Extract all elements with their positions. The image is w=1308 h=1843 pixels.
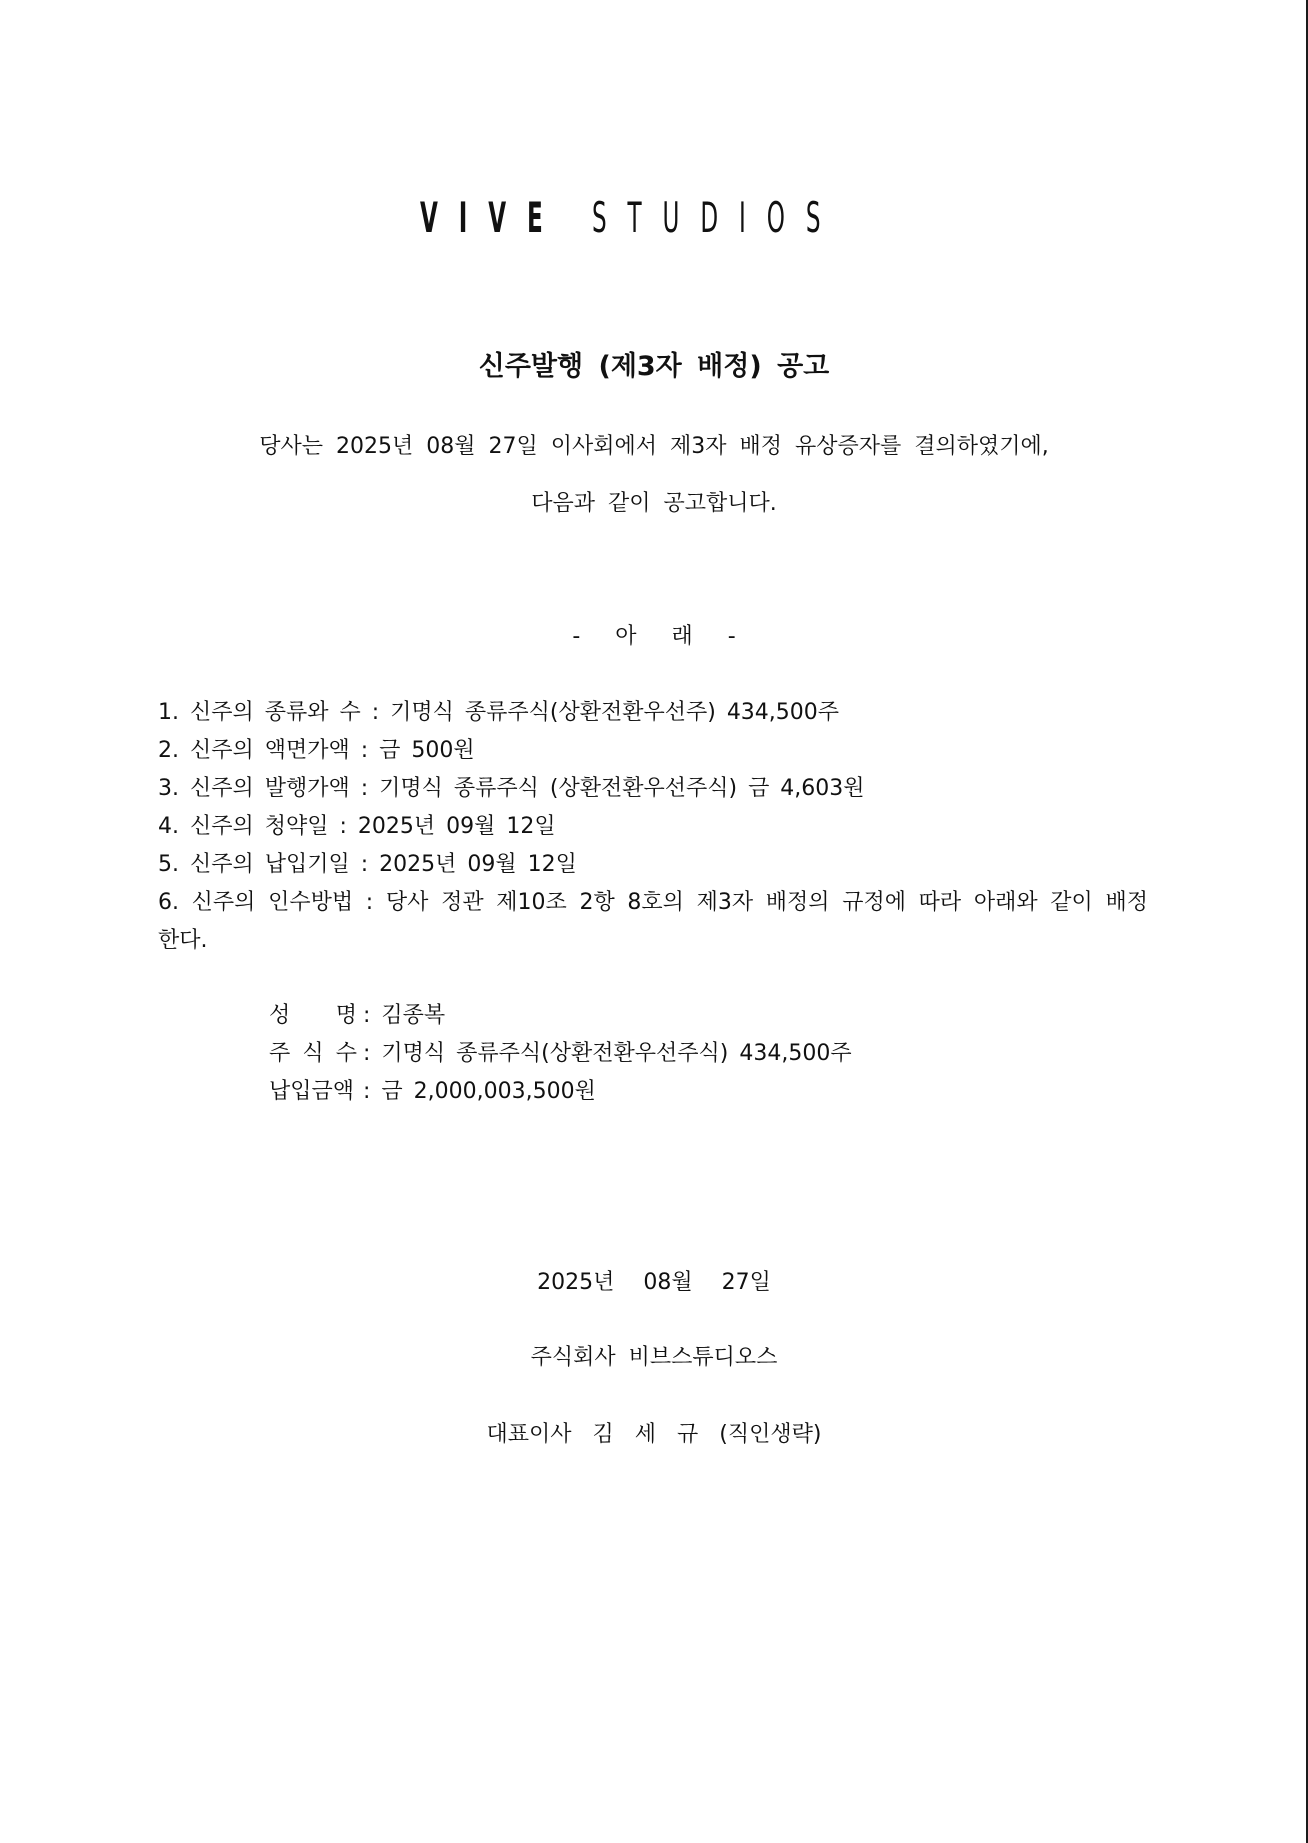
footer-representative: 대표이사 김 세 규 (직인생략) — [486, 1422, 822, 1447]
logo-word-studios: STUDIOS — [591, 193, 842, 242]
list-item: 5. 신주의 납입기일 : 2025년 09월 12일 — [158, 852, 577, 877]
list-item: 1. 신주의 종류와 수 : 기명식 종류주식(상환전환우선주) 434,500주 — [158, 700, 840, 725]
allocation-label-payment: 납입금액 — [269, 1079, 355, 1104]
notice-title: 신주발행 (제3자 배정) 공고 — [478, 351, 830, 382]
company-logo — [420, 193, 900, 243]
footer-date: 2025년 08월 27일 — [537, 1270, 771, 1295]
allocation-value-name: : 김종복 — [363, 1003, 446, 1028]
allocation-value-payment: : 금 2,000,003,500원 — [363, 1079, 596, 1104]
list-item: 2. 신주의 액면가액 : 금 500원 — [158, 738, 475, 763]
list-item: 4. 신주의 청약일 : 2025년 09월 12일 — [158, 814, 556, 839]
footer-company: 주식회사 비브스튜디오스 — [530, 1345, 778, 1370]
intro-line-1: 당사는 2025년 08월 27일 이사회에서 제3자 배정 유상증자를 결의하였기에, — [259, 434, 1049, 459]
list-item: 6. 신주의 인수방법 : 당사 정관 제10조 2항 8호의 제3자 배정의 규정에 따라 아래와 같이 배정 — [158, 890, 1148, 915]
section-heading: - 아 래 - — [572, 624, 736, 649]
allocation-value-shares: : 기명식 종류주식(상환전환우선주식) 434,500주 — [363, 1041, 852, 1066]
allocation-label-shares: 주 식 수 — [269, 1041, 357, 1066]
list-item: 3. 신주의 발행가액 : 기명식 종류주식 (상환전환우선주식) 금 4,603원 — [158, 776, 865, 801]
logo-word-vive: VIVE — [420, 193, 564, 242]
allocation-label-name: 성 명 — [269, 1003, 357, 1028]
list-item-continuation: 한다. — [158, 928, 208, 953]
intro-line-2: 다음과 같이 공고합니다. — [531, 491, 777, 516]
